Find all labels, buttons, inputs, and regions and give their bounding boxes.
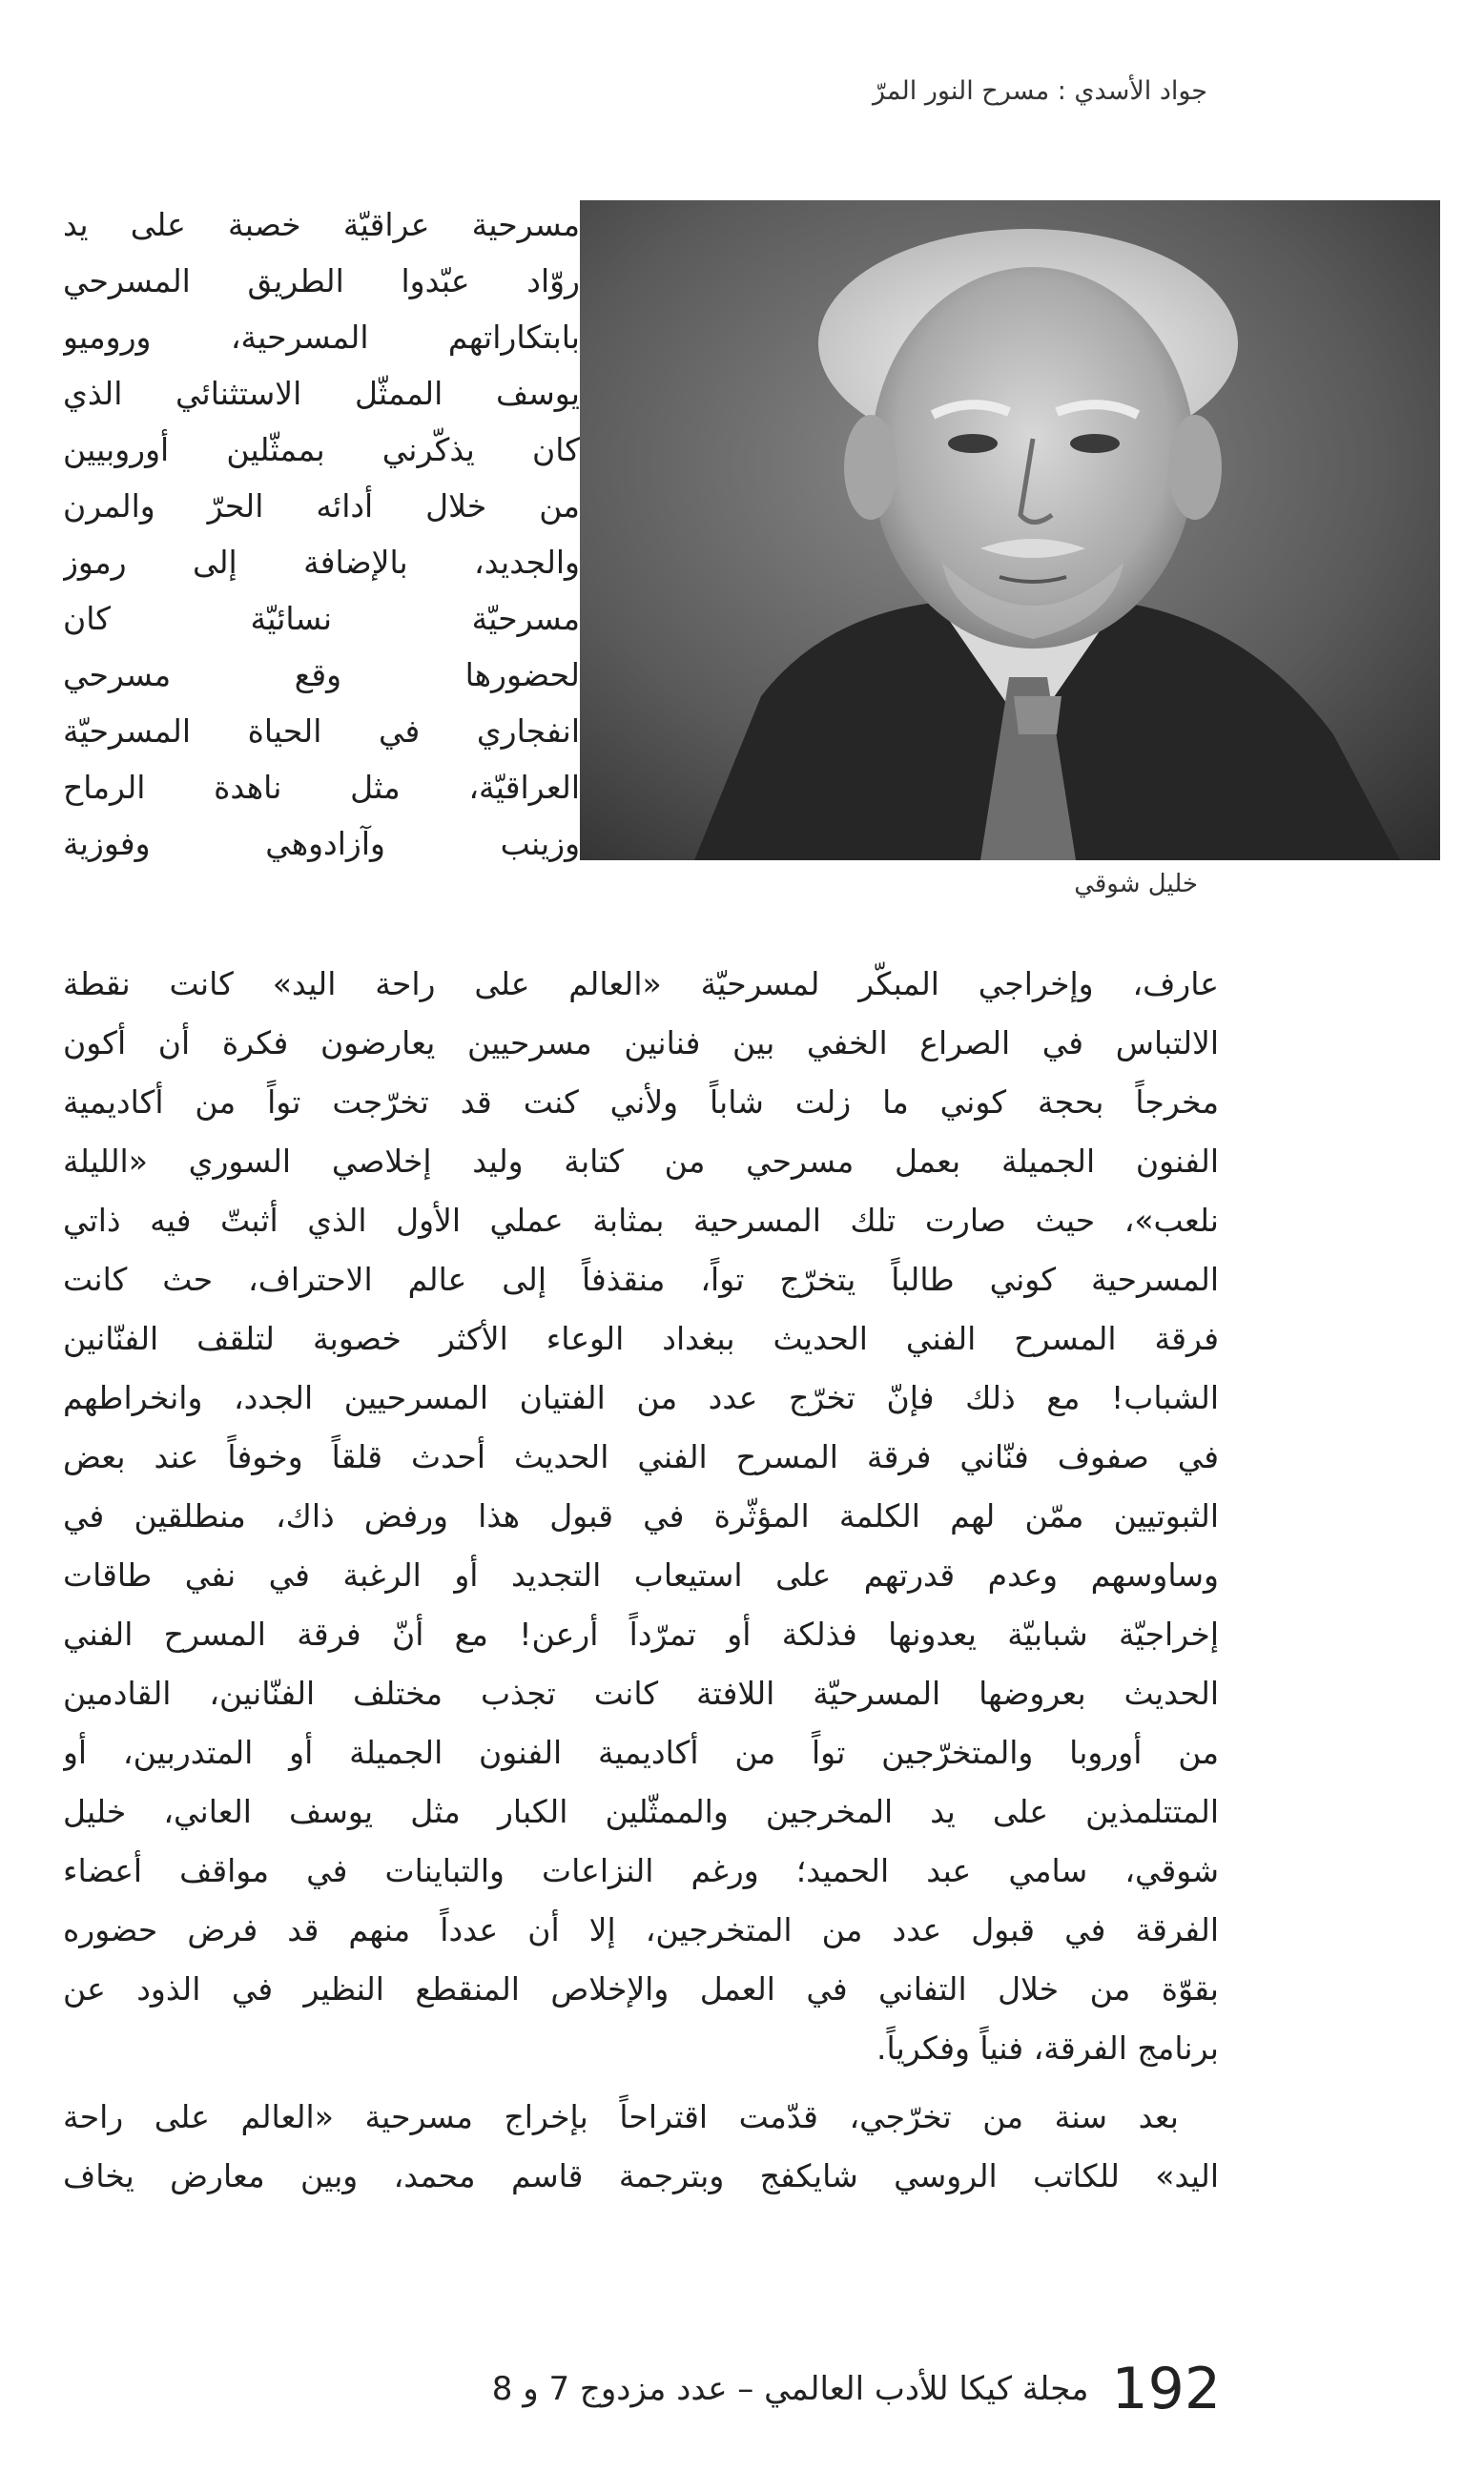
column-line: بابتكاراتهم المسرحية، وروميو (63, 319, 580, 356)
column-line: والجديد، بالإضافة إلى رموز (63, 544, 580, 581)
body-line: مخرجاً بحجة كوني ما زلت شاباً ولأني كنت قد تخرّجت تواً من أكاديمية (63, 1083, 1219, 1121)
column-line: لحضورها وقع مسرحي (63, 656, 580, 693)
body-line: فرقة المسرح الفني الحديث ببغداد الوعاء الأكثر خصوبة لتلقف الفنّانين (63, 1320, 1219, 1357)
column-line: كان يذكّرني بممثّلين أوروبيين (63, 431, 580, 468)
portrait-photo (580, 200, 1440, 860)
page-number: 192 (1111, 2356, 1221, 2422)
page-footer (491, 2351, 1221, 2427)
column-line: العراقيّة، مثل ناهدة الرماح (63, 769, 580, 806)
body-line: المتتلمذين على يد المخرجين والممثّلين الكبار مثل يوسف العاني، خليل (63, 1793, 1219, 1830)
paragraph-line: بعد سنة من تخرّجي، قدّمت اقتراحاً بإخراج مسرحية «العالم على راحة (63, 2098, 1179, 2135)
body-line: الثبوتيين ممّن لهم الكلمة المؤثّرة في قبول هذا ورفض ذاك، منطلقين في (63, 1497, 1219, 1535)
body-line: من أوروبا والمتخرّجين تواً من أكاديمية الفنون الجميلة أو المتدربين، أو (63, 1734, 1219, 1771)
body-line: شوقي، سامي عبد الحميد؛ ورغم النزاعات والتباينات في مواقف أعضاء (63, 1852, 1219, 1889)
running-header: جواد الأسدي : مسرح النور المرّ (873, 76, 1207, 106)
body-line: وساوسهم وعدم قدرتهم على استيعاب التجديد أو الرغبة في نفي طاقات (63, 1556, 1219, 1594)
column-line: مسرحيّة نسائيّة كان (63, 600, 580, 637)
body-line: نلعب»، حيث صارت تلك المسرحية بمثابة عملي الأول الذي أثبتّ فيه ذاتي (63, 1202, 1219, 1239)
paragraph-line: اليد» للكاتب الروسي شايكفج وبترجمة قاسم محمد، وبين معارض يخاف (63, 2157, 1219, 2194)
body-line: بقوّة من خلال التفاني في العمل والإخلاص المنقطع النظير في الذود عن (63, 1970, 1219, 2008)
body-line: في صفوف فنّاني فرقة المسرح الفني الحديث أحدث قلقاً وخوفاً عند بعض (63, 1438, 1219, 1475)
column-line: مسرحية عراقيّة خصبة على يد (63, 206, 580, 243)
column-line: من خلال أدائه الحرّ والمرن (63, 487, 580, 525)
portrait-photo-image (580, 200, 1440, 860)
column-line: وزينب وآزادوهي وفوزية (63, 825, 580, 862)
body-line: برنامج الفرقة، فنياً وفكرياً. (876, 2029, 1219, 2067)
column-line: روّاد عبّدوا الطريق المسرحي (63, 262, 580, 299)
body-line: الفنون الجميلة بعمل مسرحي من كتابة وليد إخلاصي السوري «الليلة (63, 1143, 1219, 1180)
column-line: انفجاري في الحياة المسرحيّة (63, 712, 580, 750)
body-line: الحديث بعروضها المسرحيّة اللافتة كانت تجذب مختلف الفنّانين، القادمين (63, 1675, 1219, 1712)
photo-caption: خليل شوقي (1074, 870, 1198, 898)
column-line: يوسف الممثّل الاستثنائي الذي (63, 375, 580, 412)
body-line: الفرقة في قبول عدد من المتخرجين، إلا أن عدداً منهم قد فرض حضوره (63, 1911, 1219, 1948)
journal-name: مجلة كيكا للأدب العالمي – عدد مزدوج 7 و 8 (491, 2370, 1089, 2408)
body-line: عارف، وإخراجي المبكّر لمسرحيّة «العالم على راحة اليد» كانت نقطة (63, 965, 1219, 1002)
body-line: المسرحية كوني طالباً يتخرّج تواً، منقذفاً إلى عالم الاحتراف، حث كانت (63, 1261, 1219, 1298)
body-line: إخراجيّة شبابيّة يعدونها فذلكة أو تمرّداً أرعن! مع أنّ فرقة المسرح الفني (63, 1616, 1219, 1653)
body-line: الالتباس في الصراع الخفي بين فنانين مسرحيين يعارضون فكرة أن أكون (63, 1024, 1219, 1061)
body-line: الشباب! مع ذلك فإنّ تخرّج عدد من الفتيان المسرحيين الجدد، وانخراطهم (63, 1379, 1219, 1416)
